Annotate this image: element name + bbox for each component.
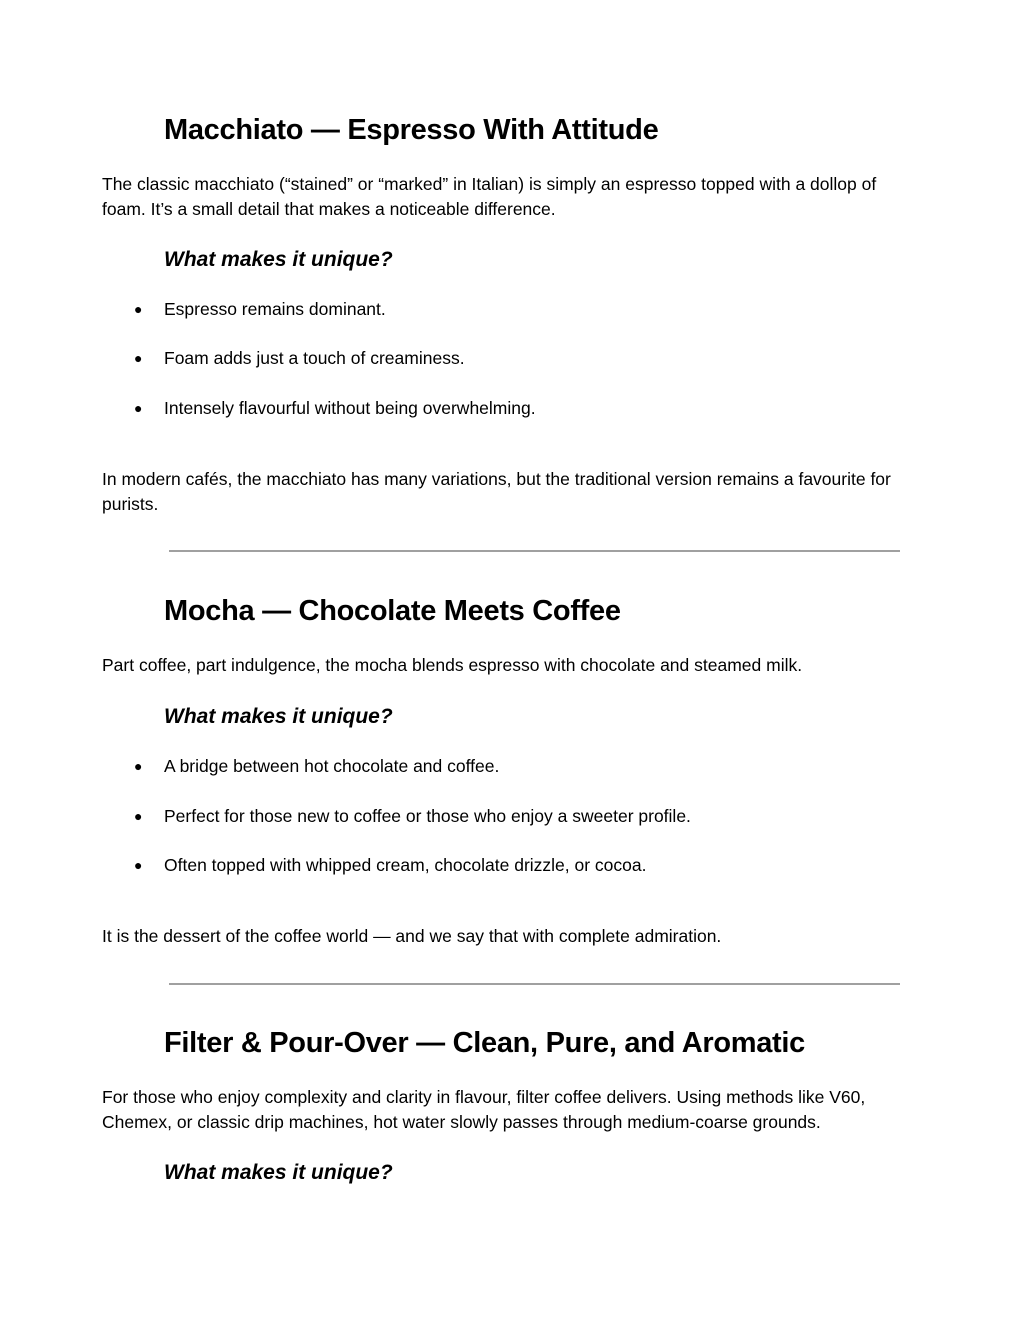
section-closing-macchiato: In modern cafés, the macchiato has many variations, but the traditional version remains a favourite for purists.	[102, 469, 891, 514]
list-item-text: Perfect for those new to coffee or those who enjoy a sweeter profile.	[164, 806, 691, 826]
subheading-macchiato: What makes it unique?	[164, 248, 393, 271]
section-heading-filter: Filter & Pour-Over — Clean, Pure, and Aromatic	[164, 1027, 805, 1059]
horizontal-divider	[169, 983, 900, 985]
list-item	[134, 346, 465, 371]
list-item	[134, 853, 646, 878]
bullet-icon: ●	[134, 857, 143, 873]
section-closing-mocha: It is the dessert of the coffee world — and we say that with complete admiration.	[102, 926, 722, 946]
bullet-icon: ●	[134, 350, 143, 366]
bullet-icon: ●	[134, 758, 143, 774]
list-item-text: Intensely flavourful without being overwhelming.	[164, 398, 536, 418]
list-item-text: Espresso remains dominant.	[164, 299, 386, 319]
list-item	[134, 297, 386, 322]
list-item	[134, 396, 536, 421]
horizontal-divider	[169, 550, 900, 552]
bullet-icon: ●	[134, 400, 143, 416]
bullet-icon: ●	[134, 301, 143, 317]
list-item-text: Often topped with whipped cream, chocolate drizzle, or cocoa.	[164, 855, 647, 875]
section-intro-mocha: Part coffee, part indulgence, the mocha blends espresso with chocolate and steamed milk.	[102, 655, 803, 675]
subheading-mocha: What makes it unique?	[164, 705, 393, 728]
section-intro-macchiato: The classic macchiato (“stained” or “marked” in Italian) is simply an espresso topped with a dollop of foam. It’s a small detail that makes a noticeable difference.	[102, 174, 877, 219]
bullet-icon: ●	[134, 808, 143, 824]
section-intro-filter: For those who enjoy complexity and clarity in flavour, filter coffee delivers. Using methods like V60, Chemex, or classic drip machines, hot water slowly passes through medium-coarse grounds.	[102, 1087, 866, 1132]
list-item	[134, 754, 499, 779]
section-heading-macchiato: Macchiato — Espresso With Attitude	[164, 114, 659, 146]
subheading-filter: What makes it unique?	[164, 1161, 393, 1184]
section-heading-mocha: Mocha — Chocolate Meets Coffee	[164, 595, 621, 627]
list-item-text: A bridge between hot chocolate and coffee.	[164, 756, 500, 776]
list-item	[134, 804, 691, 829]
list-item-text: Foam adds just a touch of creaminess.	[164, 348, 465, 368]
